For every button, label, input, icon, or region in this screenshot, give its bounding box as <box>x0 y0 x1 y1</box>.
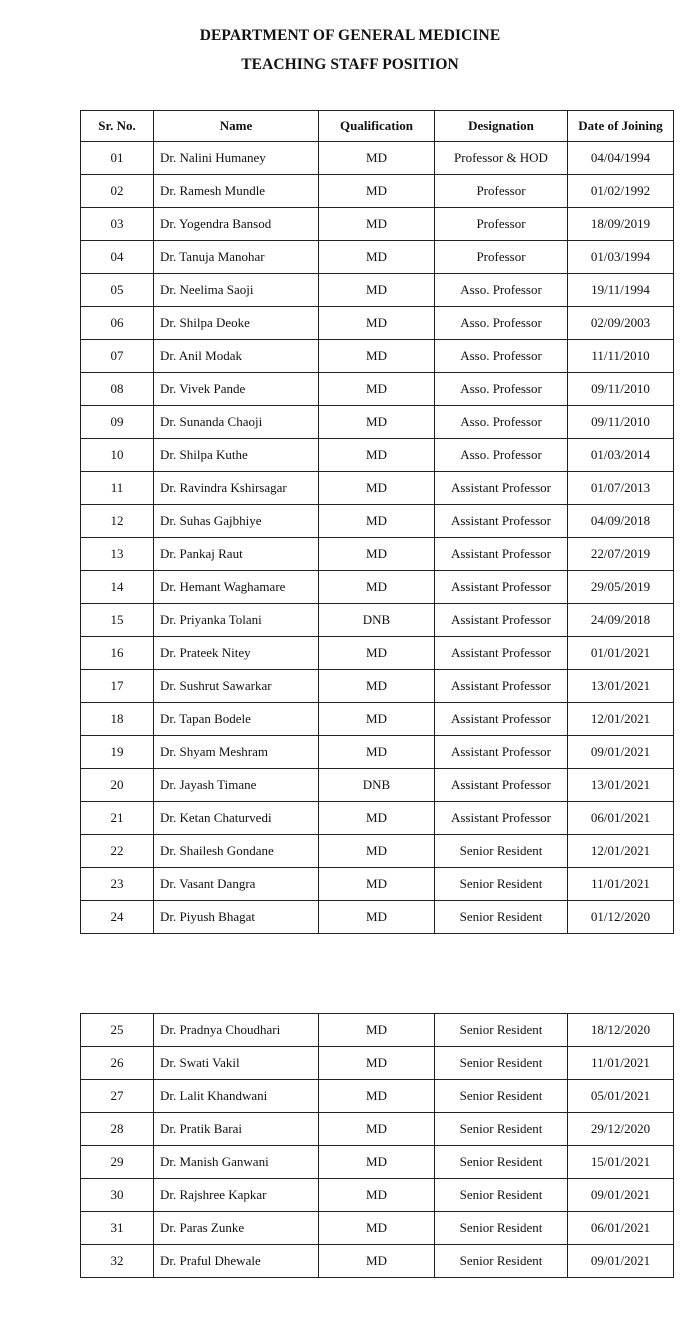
cell-sr-no: 27 <box>81 1080 154 1113</box>
cell-qualification: MD <box>319 637 435 670</box>
cell-name: Dr. Ravindra Kshirsagar <box>154 472 319 505</box>
table-row <box>81 439 674 472</box>
cell-qualification: MD <box>319 1080 435 1113</box>
table-row <box>81 1047 674 1080</box>
cell-name: Dr. Yogendra Bansod <box>154 208 319 241</box>
cell-name: Dr. Anil Modak <box>154 340 319 373</box>
table-row <box>81 769 674 802</box>
cell-date-of-joining: 29/05/2019 <box>568 571 674 604</box>
cell-designation: Professor <box>435 175 568 208</box>
cell-designation: Senior Resident <box>435 1212 568 1245</box>
staff-table-page2 <box>80 1013 674 1278</box>
cell-designation: Professor <box>435 208 568 241</box>
cell-qualification: MD <box>319 1146 435 1179</box>
table-row <box>81 505 674 538</box>
table-row <box>81 142 674 175</box>
cell-date-of-joining: 11/01/2021 <box>568 868 674 901</box>
cell-qualification: MD <box>319 274 435 307</box>
header-date-of-joining: Date of Joining <box>568 111 674 142</box>
table-row <box>81 901 674 934</box>
cell-designation: Senior Resident <box>435 868 568 901</box>
cell-sr-no: 15 <box>81 604 154 637</box>
cell-designation: Professor & HOD <box>435 142 568 175</box>
cell-sr-no: 05 <box>81 274 154 307</box>
cell-sr-no: 04 <box>81 241 154 274</box>
table-row <box>81 868 674 901</box>
cell-name: Dr. Praful Dhewale <box>154 1245 319 1278</box>
cell-sr-no: 10 <box>81 439 154 472</box>
table-row <box>81 1212 674 1245</box>
table-row <box>81 208 674 241</box>
cell-sr-no: 11 <box>81 472 154 505</box>
cell-date-of-joining: 01/03/1994 <box>568 241 674 274</box>
cell-name: Dr. Jayash Timane <box>154 769 319 802</box>
table-row <box>81 241 674 274</box>
cell-sr-no: 02 <box>81 175 154 208</box>
cell-date-of-joining: 12/01/2021 <box>568 835 674 868</box>
cell-date-of-joining: 01/12/2020 <box>568 901 674 934</box>
cell-qualification: DNB <box>319 769 435 802</box>
cell-designation: Professor <box>435 241 568 274</box>
cell-sr-no: 13 <box>81 538 154 571</box>
cell-name: Dr. Lalit Khandwani <box>154 1080 319 1113</box>
cell-sr-no: 01 <box>81 142 154 175</box>
cell-qualification: MD <box>319 670 435 703</box>
cell-date-of-joining: 04/09/2018 <box>568 505 674 538</box>
cell-qualification: MD <box>319 175 435 208</box>
header-sr-no: Sr. No. <box>81 111 154 142</box>
cell-sr-no: 31 <box>81 1212 154 1245</box>
header-qualification: Qualification <box>319 111 435 142</box>
cell-name: Dr. Shyam Meshram <box>154 736 319 769</box>
table-row <box>81 1146 674 1179</box>
cell-designation: Assistant Professor <box>435 703 568 736</box>
table-row <box>81 175 674 208</box>
cell-name: Dr. Vasant Dangra <box>154 868 319 901</box>
table-row <box>81 1179 674 1212</box>
cell-date-of-joining: 01/01/2021 <box>568 637 674 670</box>
table-header-row <box>81 111 674 142</box>
cell-name: Dr. Swati Vakil <box>154 1047 319 1080</box>
cell-designation: Senior Resident <box>435 1014 568 1047</box>
cell-name: Dr. Pankaj Raut <box>154 538 319 571</box>
cell-designation: Asso. Professor <box>435 274 568 307</box>
cell-designation: Assistant Professor <box>435 505 568 538</box>
cell-date-of-joining: 12/01/2021 <box>568 703 674 736</box>
cell-sr-no: 14 <box>81 571 154 604</box>
cell-sr-no: 08 <box>81 373 154 406</box>
table-row <box>81 1245 674 1278</box>
table-row <box>81 274 674 307</box>
cell-qualification: MD <box>319 1047 435 1080</box>
cell-name: Dr. Paras Zunke <box>154 1212 319 1245</box>
cell-designation: Senior Resident <box>435 1245 568 1278</box>
table-row <box>81 604 674 637</box>
table-row <box>81 703 674 736</box>
table-row <box>81 538 674 571</box>
cell-name: Dr. Hemant Waghamare <box>154 571 319 604</box>
table-body-page2 <box>81 1014 674 1278</box>
table-row <box>81 1080 674 1113</box>
cell-date-of-joining: 05/01/2021 <box>568 1080 674 1113</box>
cell-name: Dr. Tanuja Manohar <box>154 241 319 274</box>
cell-qualification: MD <box>319 703 435 736</box>
table-row <box>81 406 674 439</box>
table-row <box>81 637 674 670</box>
cell-sr-no: 19 <box>81 736 154 769</box>
cell-date-of-joining: 09/01/2021 <box>568 736 674 769</box>
cell-date-of-joining: 11/11/2010 <box>568 340 674 373</box>
table-row <box>81 472 674 505</box>
cell-date-of-joining: 09/11/2010 <box>568 406 674 439</box>
cell-designation: Assistant Professor <box>435 637 568 670</box>
header-designation: Designation <box>435 111 568 142</box>
cell-qualification: MD <box>319 802 435 835</box>
cell-qualification: MD <box>319 538 435 571</box>
cell-date-of-joining: 09/01/2021 <box>568 1179 674 1212</box>
cell-name: Dr. Shailesh Gondane <box>154 835 319 868</box>
cell-qualification: MD <box>319 340 435 373</box>
cell-name: Dr. Ramesh Mundle <box>154 175 319 208</box>
cell-date-of-joining: 18/09/2019 <box>568 208 674 241</box>
table-row <box>81 670 674 703</box>
cell-qualification: MD <box>319 142 435 175</box>
cell-qualification: MD <box>319 1179 435 1212</box>
cell-date-of-joining: 29/12/2020 <box>568 1113 674 1146</box>
table-row <box>81 1014 674 1047</box>
cell-sr-no: 09 <box>81 406 154 439</box>
cell-qualification: DNB <box>319 604 435 637</box>
table-body-page1 <box>81 142 674 934</box>
cell-sr-no: 26 <box>81 1047 154 1080</box>
cell-name: Dr. Priyanka Tolani <box>154 604 319 637</box>
cell-designation: Senior Resident <box>435 1179 568 1212</box>
cell-designation: Senior Resident <box>435 1146 568 1179</box>
cell-qualification: MD <box>319 868 435 901</box>
table-row <box>81 802 674 835</box>
cell-qualification: MD <box>319 1113 435 1146</box>
cell-sr-no: 23 <box>81 868 154 901</box>
cell-qualification: MD <box>319 1014 435 1047</box>
cell-name: Dr. Neelima Saoji <box>154 274 319 307</box>
cell-name: Dr. Rajshree Kapkar <box>154 1179 319 1212</box>
table-row <box>81 373 674 406</box>
cell-qualification: MD <box>319 373 435 406</box>
cell-qualification: MD <box>319 406 435 439</box>
cell-designation: Assistant Professor <box>435 736 568 769</box>
cell-date-of-joining: 13/01/2021 <box>568 670 674 703</box>
cell-name: Dr. Ketan Chaturvedi <box>154 802 319 835</box>
cell-sr-no: 03 <box>81 208 154 241</box>
cell-qualification: MD <box>319 1212 435 1245</box>
cell-designation: Assistant Professor <box>435 472 568 505</box>
cell-date-of-joining: 06/01/2021 <box>568 802 674 835</box>
cell-designation: Senior Resident <box>435 901 568 934</box>
cell-qualification: MD <box>319 208 435 241</box>
cell-sr-no: 18 <box>81 703 154 736</box>
staff-table-page1 <box>80 110 674 934</box>
cell-qualification: MD <box>319 571 435 604</box>
cell-designation: Assistant Professor <box>435 769 568 802</box>
cell-sr-no: 20 <box>81 769 154 802</box>
cell-name: Dr. Sushrut Sawarkar <box>154 670 319 703</box>
document-subtitle: TEACHING STAFF POSITION <box>241 56 459 73</box>
cell-designation: Asso. Professor <box>435 340 568 373</box>
cell-date-of-joining: 02/09/2003 <box>568 307 674 340</box>
cell-designation: Assistant Professor <box>435 571 568 604</box>
cell-qualification: MD <box>319 241 435 274</box>
cell-date-of-joining: 22/07/2019 <box>568 538 674 571</box>
cell-designation: Assistant Professor <box>435 802 568 835</box>
cell-date-of-joining: 11/01/2021 <box>568 1047 674 1080</box>
cell-designation: Senior Resident <box>435 1080 568 1113</box>
cell-qualification: MD <box>319 505 435 538</box>
table-row <box>81 571 674 604</box>
cell-name: Dr. Suhas Gajbhiye <box>154 505 319 538</box>
cell-date-of-joining: 13/01/2021 <box>568 769 674 802</box>
cell-designation: Senior Resident <box>435 835 568 868</box>
table-row <box>81 340 674 373</box>
cell-designation: Senior Resident <box>435 1113 568 1146</box>
cell-qualification: MD <box>319 472 435 505</box>
cell-qualification: MD <box>319 835 435 868</box>
cell-designation: Senior Resident <box>435 1047 568 1080</box>
cell-sr-no: 24 <box>81 901 154 934</box>
cell-name: Dr. Vivek Pande <box>154 373 319 406</box>
cell-name: Dr. Prateek Nitey <box>154 637 319 670</box>
cell-name: Dr. Shilpa Deoke <box>154 307 319 340</box>
cell-name: Dr. Shilpa Kuthe <box>154 439 319 472</box>
cell-designation: Assistant Professor <box>435 604 568 637</box>
table-row <box>81 1113 674 1146</box>
cell-sr-no: 17 <box>81 670 154 703</box>
cell-name: Dr. Pradnya Choudhari <box>154 1014 319 1047</box>
cell-designation: Assistant Professor <box>435 670 568 703</box>
cell-name: Dr. Tapan Bodele <box>154 703 319 736</box>
cell-name: Dr. Sunanda Chaoji <box>154 406 319 439</box>
cell-date-of-joining: 01/02/1992 <box>568 175 674 208</box>
cell-designation: Asso. Professor <box>435 439 568 472</box>
cell-qualification: MD <box>319 439 435 472</box>
table-row <box>81 736 674 769</box>
cell-date-of-joining: 09/01/2021 <box>568 1245 674 1278</box>
cell-designation: Asso. Professor <box>435 373 568 406</box>
cell-name: Dr. Pratik Barai <box>154 1113 319 1146</box>
cell-sr-no: 30 <box>81 1179 154 1212</box>
header-name: Name <box>154 111 319 142</box>
document-title: DEPARTMENT OF GENERAL MEDICINE <box>199 27 501 44</box>
table-row <box>81 835 674 868</box>
cell-sr-no: 12 <box>81 505 154 538</box>
cell-date-of-joining: 15/01/2021 <box>568 1146 674 1179</box>
cell-name: Dr. Piyush Bhagat <box>154 901 319 934</box>
cell-name: Dr. Manish Ganwani <box>154 1146 319 1179</box>
table-row <box>81 307 674 340</box>
cell-qualification: MD <box>319 736 435 769</box>
cell-qualification: MD <box>319 1245 435 1278</box>
cell-sr-no: 22 <box>81 835 154 868</box>
cell-sr-no: 25 <box>81 1014 154 1047</box>
cell-designation: Asso. Professor <box>435 406 568 439</box>
cell-date-of-joining: 09/11/2010 <box>568 373 674 406</box>
cell-sr-no: 06 <box>81 307 154 340</box>
cell-date-of-joining: 01/07/2013 <box>568 472 674 505</box>
cell-sr-no: 29 <box>81 1146 154 1179</box>
cell-sr-no: 28 <box>81 1113 154 1146</box>
cell-date-of-joining: 18/12/2020 <box>568 1014 674 1047</box>
cell-designation: Asso. Professor <box>435 307 568 340</box>
cell-name: Dr. Nalini Humaney <box>154 142 319 175</box>
cell-date-of-joining: 06/01/2021 <box>568 1212 674 1245</box>
cell-designation: Assistant Professor <box>435 538 568 571</box>
cell-qualification: MD <box>319 901 435 934</box>
cell-sr-no: 21 <box>81 802 154 835</box>
cell-date-of-joining: 19/11/1994 <box>568 274 674 307</box>
cell-sr-no: 07 <box>81 340 154 373</box>
cell-date-of-joining: 04/04/1994 <box>568 142 674 175</box>
cell-sr-no: 16 <box>81 637 154 670</box>
cell-qualification: MD <box>319 307 435 340</box>
cell-sr-no: 32 <box>81 1245 154 1278</box>
cell-date-of-joining: 01/03/2014 <box>568 439 674 472</box>
cell-date-of-joining: 24/09/2018 <box>568 604 674 637</box>
